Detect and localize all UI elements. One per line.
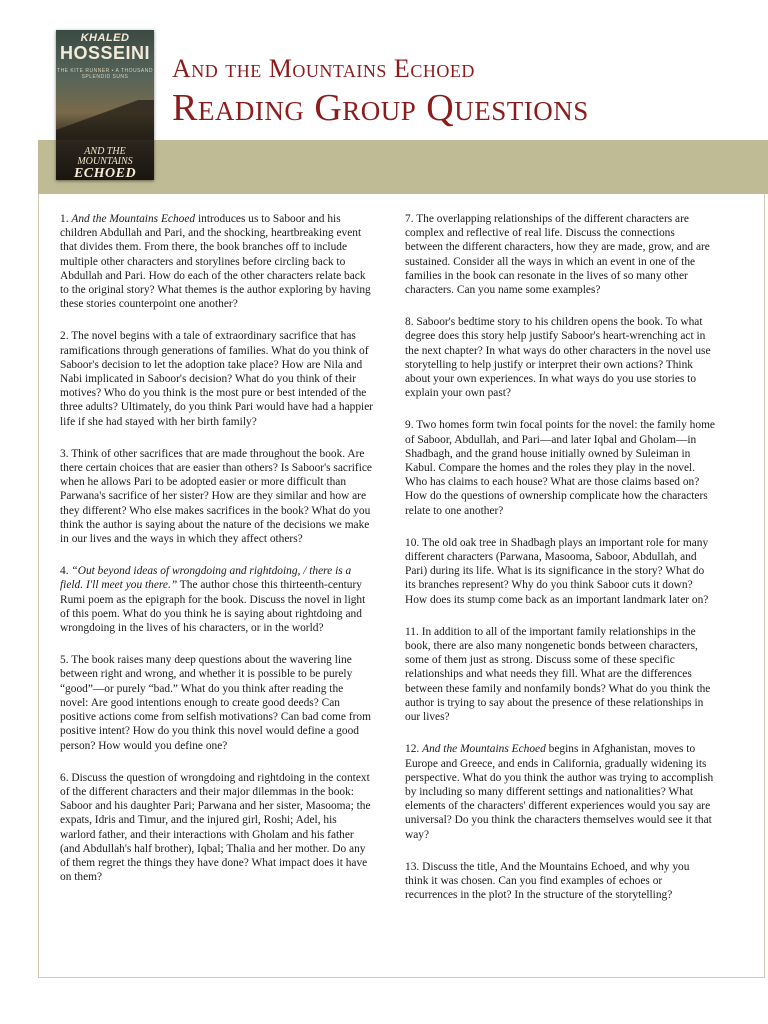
question-number: 4. — [60, 565, 69, 578]
question-number: 9. — [405, 419, 414, 432]
cover-title-line3: ECHOED — [73, 166, 137, 180]
question-item — [405, 418, 715, 517]
question-item — [60, 564, 374, 635]
question-number: 7. — [405, 213, 414, 225]
question-text: Saboor's bedtime story to his children opens the book. To what degree does this story help justify Saboor's heart-wrenching act in the next chapter? In what ways do other characters in the novel use storytelling to help justify or interpret their own actions? Think about your own experiences. In what ways do you use stories to explain your own past? — [405, 316, 711, 400]
question-item — [405, 536, 715, 607]
question-item — [405, 860, 715, 903]
question-text: The book raises many deep questions about the wavering line between right and wrong, and whether it is possible to be purely “good”—or purely “bad.” What do you think after reading the novel: Are good intentions enough to create good deeds? Can positive actions come from selfish motivations? Can bad come from positive intent? How do you think this novel would define a good person? How would you define one? — [60, 654, 371, 752]
question-text: The novel begins with a tale of extraordinary sacrifice that has ramifications through generations of families. What do you think of Saboor's decision to let the adoption take place? How are Nila and Nabi implicated in Saboor's decision? What do you think of their motives? Who do you think is the most pure or best intended of the three adults? Ultimately, do you think Pari would have had a happier life if she had stayed with her birth family? — [60, 330, 374, 428]
cover-title-line2: MOUNTAINS — [77, 156, 133, 167]
questions-left-column — [60, 212, 374, 902]
cover-tagline: THE KITE RUNNER • A THOUSAND SPLENDID SUNS — [57, 68, 153, 80]
question-item — [60, 653, 374, 752]
question-text: The overlapping relationships of the different characters are complex and reflective of real life. Discuss the connections between the different characters, how they are made, grow, and are sustained. Consider all the ways in which an event in one of the families in the book can resonate in the lives of so many other characters. Can you name some examples? — [405, 213, 710, 297]
question-item — [60, 212, 374, 311]
question-number: 8. — [405, 316, 414, 329]
cover-author-last: HOSSEINI — [59, 43, 151, 63]
question-text: The author chose this thirteenth-century Rumi poem as the epigraph for the book. Discuss the novel in light of this poem. What do you think he is saying about rightdoing and wrongdoing in the lives of his characters, or in the world? — [60, 579, 366, 635]
question-number: 12. — [405, 743, 420, 756]
question-text: introduces us to Saboor and his children Abdullah and Pari, and the shocking, heartbreaking event that divides them. From there, the book branches off to include multiple other characters and storylines before circling back to Abdullah and Pari. How do each of the other characters relate back to the original story? What themes is the author exploring by having these stories counterpoint one another? — [60, 213, 371, 311]
questions-right-column — [405, 212, 715, 920]
question-text: The old oak tree in Shadbagh plays an important role for many different characters (Parwana, Masooma, Saboor, Abdullah, and Pari) during its life. What is its significance in the story? What do its branches represent? Why do you think Saboor cuts it down? How does its stump come back as an important landmark later on? — [405, 536, 709, 606]
question-item — [60, 329, 374, 428]
question-number: 11. — [405, 625, 419, 638]
question-text: begins in Afghanistan, moves to Europe and Greece, and ends in California, gradually widening its perspective. What do you think the author was trying to accomplish by including so many different settings and nationalities? What elements of the characters' different experiences would you say are universal? Do you think the characters themselves would see it that way? — [405, 743, 714, 841]
question-number: 5. — [60, 654, 69, 667]
question-item — [60, 447, 374, 546]
cover-title-line1: AND THE — [84, 146, 126, 157]
question-number: 13. — [405, 860, 420, 873]
question-text: Two homes form twin focal points for the novel: the family home of Saboor, Abdullah, and Pari—and later Iqbal and Gholam—in Shadbagh, and the grand house initially owned by Suleiman in Kabul. Compare the homes and the roles they play in the novel. Who has claims to each house? What are those claims based on? How do the questions of ownership complicate how the characters relate to one another? — [405, 419, 715, 517]
page-title: Reading Group Questions — [172, 87, 589, 129]
question-number: 6. — [60, 771, 69, 784]
question-item — [60, 771, 374, 885]
question-number: 1. — [60, 213, 69, 225]
question-italic-text: And the Mountains Echoed — [422, 743, 546, 756]
question-number: 3. — [60, 447, 69, 460]
question-item — [405, 625, 715, 724]
question-number: 2. — [60, 330, 69, 343]
question-text: In addition to all of the important family relationships in the book, there are also many nongenetic bonds between characters, some of them just as strong. Discuss some of these specific relationships and what needs they fill. What are the differences between these family and nonfamily bonds? What do you think the author is trying to say about the presence of these relationships in our lives? — [405, 625, 711, 724]
question-number: 10. — [405, 536, 420, 549]
question-item — [405, 742, 715, 841]
question-item — [405, 212, 715, 297]
question-text: Discuss the title, And the Mountains Echoed, and why you think it was chosen. Can you find examples of echoes or recurrences in the plot? In the structure of the storytelling? — [405, 860, 690, 902]
question-italic-text: And the Mountains Echoed — [71, 213, 196, 225]
page-subtitle: And the Mountains Echoed — [172, 54, 475, 83]
question-text: Discuss the question of wrongdoing and rightdoing in the context of the different characters and their major dilemmas in the book: Saboor and his daughter Pari; Parwana and her sister, Masooma; the expats, Idris and Timur, and the injured girl, Roshi; Adel, his warlord father, and their interactions with Gholam and his father (and Abdullah's half brother), Iqbal; Thalia and her mother. Do any of them regret the things they have done? What impact does it have on them? — [60, 771, 371, 884]
question-text: Think of other sacrifices that are made throughout the book. Are there certain choices that are easier than others? Is Saboor's sacrifice when he allows Pari to be adopted easier or more difficult than Parwana's sacrifice of her sister? How are they similar and how are they different? Who else makes sacrifices in the book? What do you think the author is saying about the nature of the decisions we make in our lives and the ways in which they affect others? — [60, 447, 372, 546]
book-cover-image — [56, 30, 154, 180]
cover-mountain-shape — [56, 100, 154, 140]
cover-author-first: KHALED — [80, 32, 130, 44]
question-item — [405, 315, 715, 400]
question-italic-text: “Out beyond ideas of wrongdoing and rightdoing, / there is a field. I'll meet you there.” — [60, 565, 352, 592]
